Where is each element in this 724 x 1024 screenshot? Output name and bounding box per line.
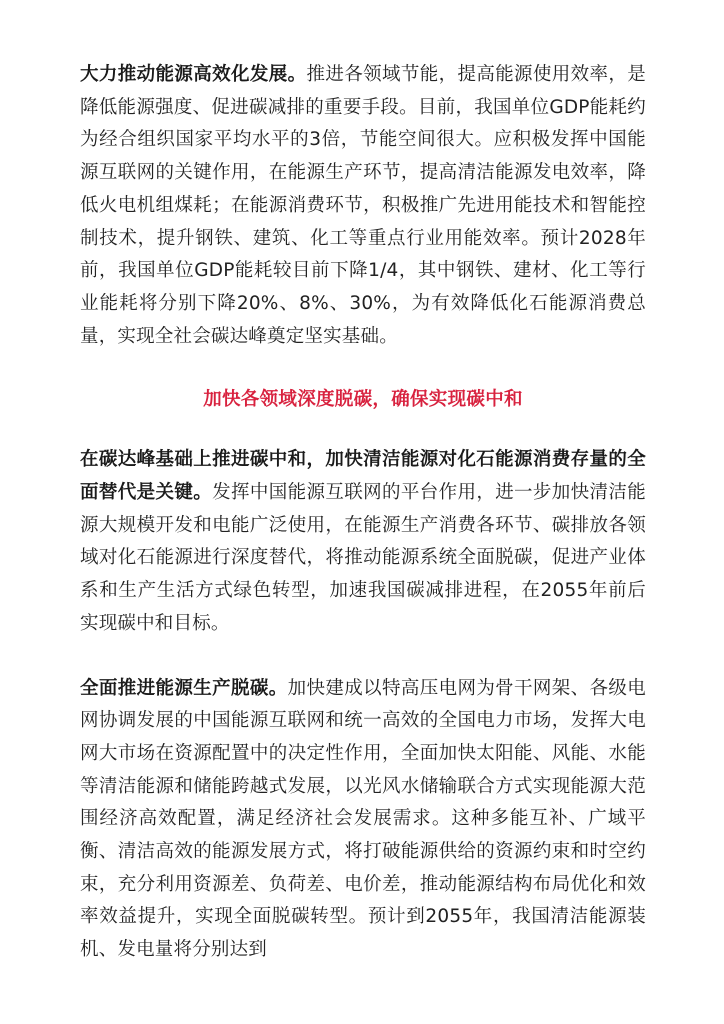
paragraph-body: 加快建成以特高压电网为骨干网架、各级电网协调发展的中国能源互联网和统一高效的全国电力市场，发挥大电网大市场在资源配置中的决定性作用，全面加快太阳能、风能、水能等清洁能源和储能跨越式发展，以光风水储输联合方式实现能源大范围经济高效配置，满足经济社会发展需求。这种多能互补、广域平衡、清洁高效的能源发展方式，将打破能源供给的资源约束和时空约束，充分利用资源差、负荷差、电价差，推动能源结构布局优化和效率效益提升，实现全面脱碳转型。预计到2055年，我国清洁能源装机、发电量将分别达到 — [80, 677, 646, 961]
section-heading: 加快各领域深度脱碳，确保实现碳中和 — [203, 389, 523, 411]
paragraph-carbon-neutrality — [80, 444, 646, 640]
paragraph-energy-efficiency — [80, 59, 646, 353]
paragraph-body: 发挥中国能源互联网的平台作用，进一步加快清洁能源大规模开发和电能广泛使用，在能源生产消费各环节、碳排放各领域对化石能源进行深度替代，将推动能源系统全面脱碳，促进产业体系和生产生活方式绿色转型，加速我国碳减排进程，在2055年前后实现碳中和目标。 — [80, 482, 646, 634]
paragraph-lead: 全面推进能源生产脱碳。 — [80, 677, 288, 699]
paragraph-energy-production — [80, 673, 646, 967]
paragraph-lead: 大力推动能源高效化发展。 — [80, 64, 307, 85]
paragraph-body: 推进各领域节能，提高能源使用效率，是降低能源强度、促进碳减排的重要手段。目前，我国单位GDP能耗约为经合组织国家平均水平的3倍，节能空间很大。应积极发挥中国能源互联网的关键作用，在能源生产环节，提高清洁能源发电效率，降低火电机组煤耗；在能源消费环节，积极推广先进用能技术和智能控制技术，提升钢铁、建筑、化工等重点行业用能效率。预计2028年前，我国单位GDP能耗较目前下降1/4，其中钢铁、建材、化工等行业能耗将分别下降20%、8%、30%，为有效降低化石能源消费总量，实现全社会碳达峰奠定坚实基础。 — [80, 64, 646, 347]
paragraph-lead: 在碳达峰基础上推进碳中和，加快清洁能源对化石能源消费存量的全面替代是关键。 — [80, 449, 646, 504]
